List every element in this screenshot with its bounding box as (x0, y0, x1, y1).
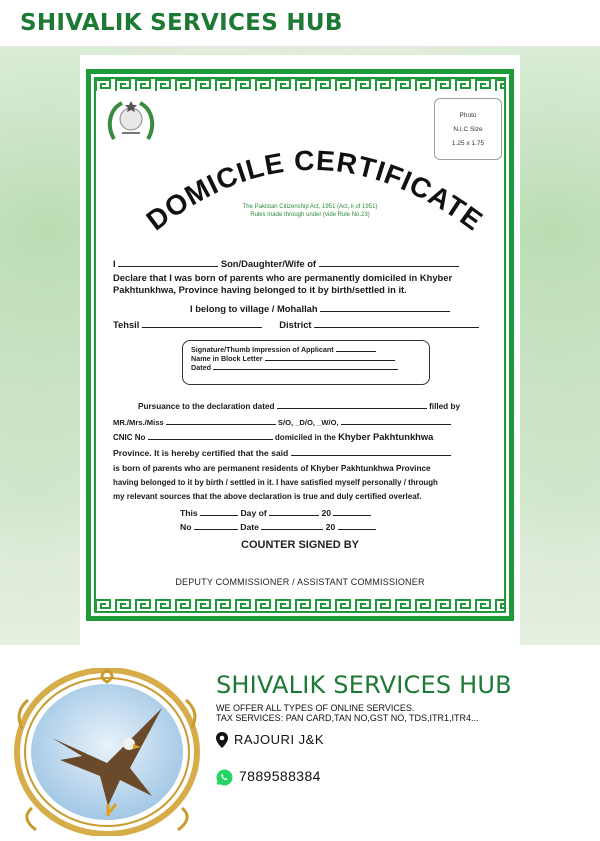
declaration-line-2: Pakhtunkhwa, Province having belonged to it by birth/settled in it. (113, 284, 407, 295)
blank-this (200, 507, 238, 516)
blank-district (314, 319, 479, 328)
location-pin-icon (216, 732, 228, 748)
footer-phone[interactable] (216, 768, 321, 786)
label-mr-mrs-miss: MR./Mrs./Miss (113, 418, 164, 427)
label-filled-by: filled by (429, 402, 460, 411)
blank-year-2 (338, 521, 376, 530)
label-cnic: CNIC No (113, 433, 146, 442)
blank-cnic (148, 431, 273, 440)
footer-location-text: RAJOURI J&K (234, 732, 325, 748)
header-title: SHIVALIK SERVICES HUB (20, 10, 343, 36)
line-cnic (113, 431, 498, 443)
signature-box (182, 340, 430, 385)
blank-block-letter (265, 354, 395, 361)
label-province-certified: Province. It is hereby certified that the said (113, 448, 289, 458)
label-dated: Dated (191, 363, 211, 372)
act-line-1: The Pakistan Citizenship Act, 1951 (Act, ii of 1951) (242, 204, 378, 210)
certification-line-2: having belonged to it by birth / settled in it. I have satisfied myself personally / through (113, 478, 438, 487)
label-domiciled: domiciled in the (274, 433, 336, 442)
certificate-image (80, 55, 520, 645)
footer-banner (0, 645, 600, 841)
label-so-do-wo: S/O, _D/O, _W/O, (277, 418, 339, 427)
line-tehsil-district (113, 319, 498, 330)
label-this: This (180, 508, 198, 518)
whatsapp-icon (216, 769, 233, 786)
eagle-logo-frame (12, 668, 202, 836)
label-kp: Khyber Pakhtunkhwa (338, 431, 434, 442)
svg-text:DOMICILE CERTIFICATE (141, 145, 489, 237)
blank-village (320, 303, 450, 312)
label-day-of: Day of (240, 508, 267, 518)
label-pursuance: Pursuance to the declaration dated (138, 402, 275, 411)
footer-services (216, 703, 479, 723)
act-reference (190, 203, 430, 219)
footer-phone-number: 7889588384 (239, 768, 321, 784)
blank-no (194, 521, 238, 530)
blank-year-1 (333, 507, 371, 516)
label-i: I (113, 258, 116, 269)
blank-declaration-date (277, 400, 427, 409)
photo-size-label: N.I.C Size (453, 126, 483, 133)
certification-line-1: is born of parents who are permanent residents of Khyber Pakhtunkhwa Province (113, 464, 431, 473)
blank-date (261, 521, 323, 530)
label-tehsil: Tehsil (113, 319, 140, 330)
photo-label: Photo (459, 112, 477, 119)
counter-signed-by: COUNTER SIGNED BY (241, 539, 359, 551)
label-village: I belong to village / Mohallah (190, 303, 318, 314)
blank-month (269, 507, 319, 516)
footer-location (216, 731, 324, 748)
line-province (113, 447, 498, 459)
label-signature: Signature/Thumb Impression of Applicant (191, 345, 334, 354)
certificate-title (120, 125, 500, 255)
line-mr-mrs (113, 416, 498, 428)
photo-dimensions: 1.25 x 1.75 (451, 140, 485, 147)
blank-tehsil (142, 319, 262, 328)
label-son-daughter-wife: Son/Daughter/Wife of (220, 258, 317, 269)
line-village (190, 303, 575, 314)
label-no: No (180, 522, 192, 532)
blank-dated (213, 363, 398, 370)
certification-line-3: my relevant sources that the above declaration is true and duly certified overleaf. (113, 492, 422, 501)
footer-brand-title: SHIVALIK SERVICES HUB (216, 671, 512, 699)
act-line-2: Rules made through under (vide Rule No.23) (250, 212, 370, 218)
label-date: Date (240, 522, 259, 532)
blank-parent-name (319, 258, 459, 267)
greek-key-border-bottom (94, 597, 506, 613)
blank-name (166, 416, 276, 425)
blank-signature (336, 345, 376, 352)
greek-key-border-top (94, 77, 506, 93)
line-applicant (113, 258, 498, 269)
line-no-date (180, 521, 565, 533)
label-year-2: 20 (325, 522, 336, 532)
blank-applicant-name (118, 258, 218, 267)
line-pursuance (138, 400, 523, 412)
blank-said-person (291, 447, 451, 456)
line-this-day (180, 507, 565, 519)
label-district: District (279, 319, 312, 330)
certificate-title-text: DOMICILE CERTIFICATE (140, 144, 489, 237)
footer-services-line-1: WE OFFER ALL TYPES OF ONLINE SERVICES. (216, 703, 415, 713)
deputy-commissioner-line: DEPUTY COMMISSIONER / ASSISTANT COMMISSIONER (175, 577, 425, 587)
label-block-letter: Name in Block Letter (191, 354, 263, 363)
declaration-line-1: Declare that I was born of parents who are permanently domiciled in Khyber (113, 272, 453, 283)
footer-services-line-2: TAX SERVICES: PAN CARD,TAN NO,GST NO, TDS,ITR1,ITR4... (216, 713, 479, 723)
label-year-1: 20 (321, 508, 332, 518)
blank-relation (341, 416, 451, 425)
